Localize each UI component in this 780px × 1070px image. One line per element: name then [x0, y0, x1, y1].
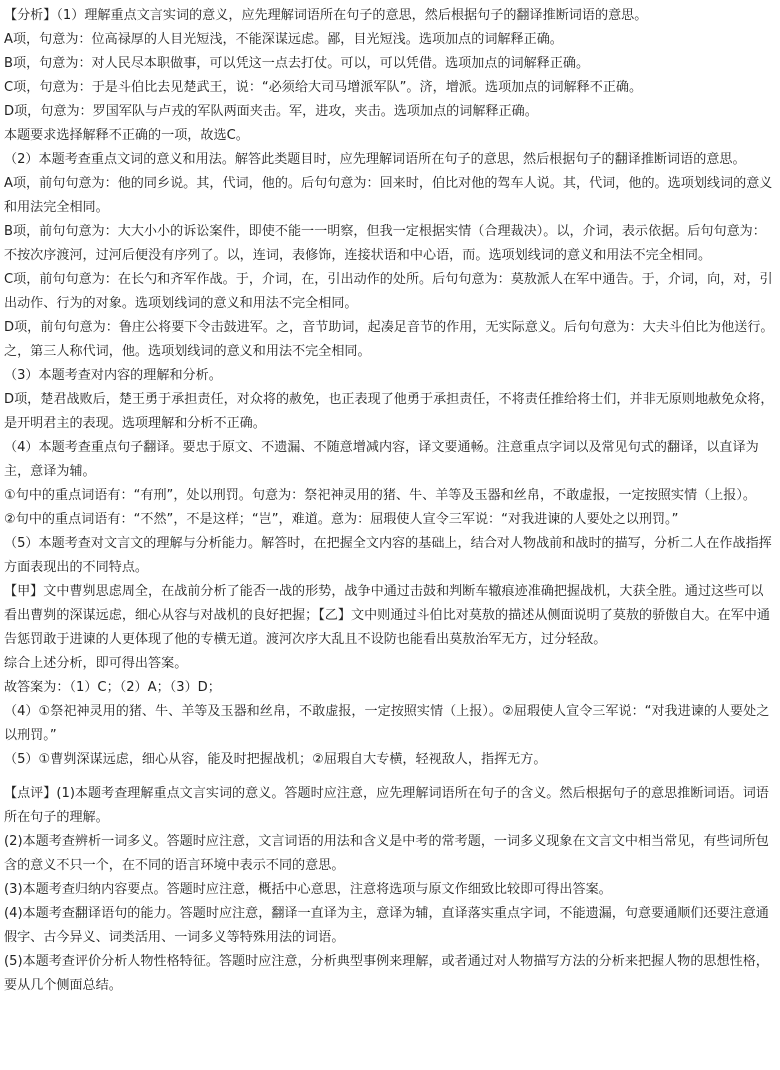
analysis-line: 【分析】（1）理解重点文言实词的意义，应先理解词语所在句子的意思，然后根据句子的翻译推断词语的意思。 [4, 8, 648, 23]
analysis-line: （4）本题考查重点句子翻译。要忠于原文、不遗漏、不随意增减内容，译文要通畅。注意重点字词以及常见句式的翻译，以直译为主，意译为辅。 [4, 440, 759, 479]
comment-line: (5)本题考查评价分析人物性格特征。答题时应注意，分析典型事例来理解，或者通过对人物描写方法的分析来把握人物的思想性格，要从几个侧面总结。 [4, 954, 769, 993]
comment-line: 【点评】(1)本题考查理解重点文言实词的意义。答题时应注意，应先理解词语所在句子的含义。然后根据句子的意思推断词语。词语所在句子的理解。 [4, 786, 769, 825]
analysis-line: （5）本题考查对文言文的理解与分析能力。解答时，在把握全文内容的基础上，结合对人物战前和战时的描写，分析二人在作战指挥方面表现出的不同特点。 [4, 536, 772, 575]
comment-line: (4)本题考查翻译语句的能力。答题时应注意，翻译一直译为主，意译为辅，直译落实重点字词，不能遗漏，句意要通顺们还要注意通假字、古今异义、词类活用、一词多义等特殊用法的词语。 [4, 906, 769, 945]
comment-line: (2)本题考查辨析一词多义。答题时应注意，文言词语的用法和含义是中考的常考题，一词多义现象在文言文中相当常见，有些词所包含的意义不只一个，在不同的语言环境中表示不同的意思。 [4, 834, 769, 873]
analysis-line: B项，句意为：对人民尽本职做事，可以凭这一点去打仗。可以，可以凭借。选项加点的词解释正确。 [4, 56, 590, 71]
analysis-line: ①句中的重点词语有：“有刑”，处以刑罚。句意为：祭祀神灵用的猪、牛、羊等及玉器和丝帛，不敢虚报，一定按照实情（上报）。 [4, 488, 757, 503]
analysis-line: C项，句意为：于是斗伯比去见楚武王，说：“必须给大司马增派军队”。济，增派。选项加点的词解释不正确。 [4, 80, 643, 95]
comment-section [4, 782, 774, 998]
analysis-line: 综合上述分析，即可得出答案。 [4, 656, 188, 671]
analysis-line: ②句中的重点词语有：“不然”，不是这样；“岂”，难道。意为：屈瑕使人宣令三军说：“对我进谏的人要处之以刑罚。” [4, 512, 679, 527]
analysis-line: C项，前句句意为：在长勺和齐军作战。于，介词，在，引出动作的处所。后句句意为：莫敖派人在军中通告。于，介词，向，对，引出动作、行为的对象。选项划线词的意义和用法不完全相同。 [4, 272, 773, 311]
analysis-line: B项，前句句意为：大大小小的诉讼案件，即使不能一一明察，但我一定根据实情（合理裁决）。以，介词，表示依据。后句句意为：不按次序渡河，过河后便没有序列了。以，连词，表修饰，连接状语和中心语，而。选项划线词的意义和用法不完全相同。 [4, 224, 766, 263]
answer-line: 故答案为：（1）C；（2）A；（3）D； [4, 680, 221, 695]
analysis-line: （3）本题考查对内容的理解和分析。 [4, 368, 222, 383]
analysis-line: 【甲】文中曹刿思虑周全，在战前分析了能否一战的形势，战争中通过击鼓和判断车辙痕迹准确把握战机，大获全胜。通过这些可以看出曹刿的深谋远虑，细心从容与对战机的良好把握；【乙】文中则通过斗伯比对莫敖的描述从侧面说明了莫敖的骄傲自大。在军中通告惩罚敢于进谏的人更体现了他的专横无道。渡河次序大乱且不设防也能看出莫敖治军无方，过分轻敌。 [4, 584, 770, 647]
analysis-line: （2）本题考查重点文词的意义和用法。解答此类题目时，应先理解词语所在句子的意思，然后根据句子的翻译推断词语的意思。 [4, 152, 746, 167]
analysis-line: D项，楚君战败后，楚王勇于承担责任，对众将的赦免，也正表现了他勇于承担责任，不将责任推给将士们，并非无原则地赦免众将，是开明君主的表现。选项理解和分析不正确。 [4, 392, 774, 431]
answer-line: （4）①祭祀神灵用的猪、牛、羊等及玉器和丝帛，不敢虚报，一定按照实情（上报）。②屈瑕使人宣令三军说：“对我进谏的人要处之以刑罚。” [4, 704, 770, 743]
answer-line: （5）①曹刿深谋远虑，细心从容，能及时把握战机；②屈瑕自大专横，轻视敌人，指挥无方。 [4, 752, 547, 767]
analysis-line: A项，句意为：位高禄厚的人目光短浅，不能深谋远虑。鄙，目光短浅。选项加点的词解释正确。 [4, 32, 563, 47]
analysis-section [4, 4, 774, 772]
analysis-line: A项，前句句意为：他的同乡说。其，代词，他的。后句句意为：回来时，伯比对他的驾车人说。其，代词，他的。选项划线词的意义和用法完全相同。 [4, 176, 773, 215]
analysis-line: 本题要求选择解释不正确的一项，故选C。 [4, 128, 249, 143]
analysis-line: D项，前句句意为：鲁庄公将要下令击鼓进军。之，音节助词，起凑足音节的作用，无实际意义。后句句意为：大夫斗伯比为他送行。之，第三人称代词，他。选项划线词的意义和用法不完全相同。 [4, 320, 774, 359]
comment-line: (3)本题考查归纳内容要点。答题时应注意，概括中心意思，注意将选项与原文作细致比较即可得出答案。 [4, 882, 612, 897]
section-gap [4, 772, 774, 782]
analysis-line: D项，句意为：罗国军队与卢戎的军队两面夹击。军，进攻，夹击。选项加点的词解释正确。 [4, 104, 538, 119]
